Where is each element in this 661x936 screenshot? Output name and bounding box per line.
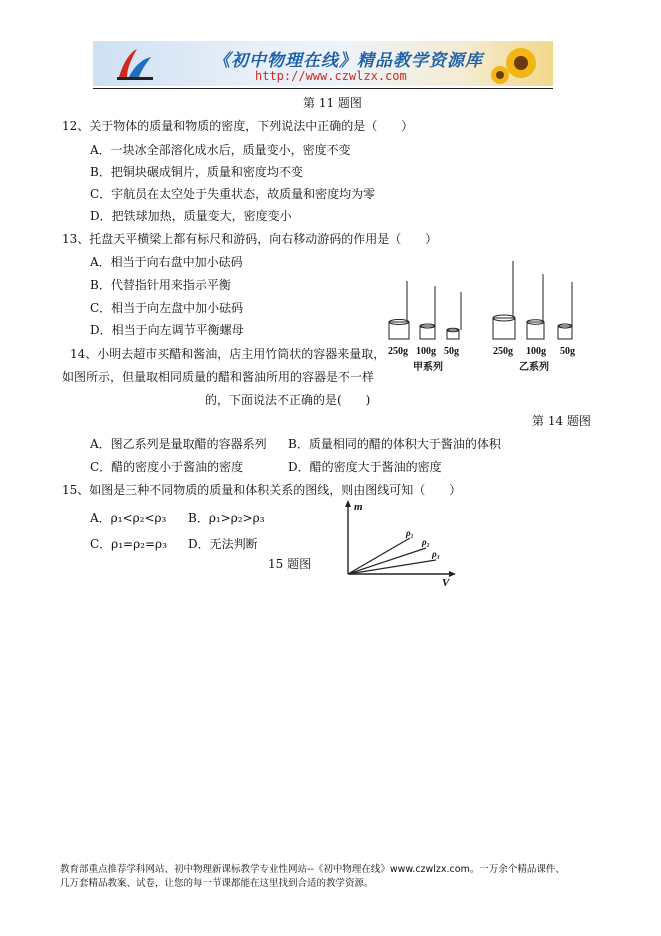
fig14-right-label-1: 100g: [526, 346, 546, 357]
banner-title: 《初中物理在线》精品教学资源库: [213, 51, 483, 71]
fig15-y-label: m: [354, 501, 363, 513]
q14-stem-line-3: 的，下面说法不正确的是( ): [205, 393, 371, 407]
footer-line-1: 教育部重点推荐学科网站、初中物理新课标教学专业性网站--《初中物理在线》www.czwlzx.com。一万余个精品课件、: [60, 864, 565, 875]
fig14-right-series: 乙系列: [519, 362, 549, 373]
q15-option-c: C．ρ₁=ρ₂=ρ₃: [90, 537, 167, 551]
fig14-caption: 第 14 题图: [532, 414, 591, 428]
sunflower-icon: [491, 45, 547, 85]
q15-stem: 15、如图是三种不同物质的质量和体积关系的图线，则由图线可知（ ）: [62, 483, 462, 497]
q12-option-c: C．宇航员在太空处于失重状态，故质量和密度均为零: [90, 187, 376, 201]
fig15-x-label: V: [442, 577, 450, 586]
q14-option-d: D．醋的密度大于酱油的密度: [288, 460, 442, 474]
q12-option-a: A．一块冰全部溶化成水后，质量变小，密度不变: [90, 143, 351, 157]
q12-option-d: D．把铁球加热，质量变大，密度变小: [90, 209, 292, 223]
q13-option-a: A．相当于向右盘中加小砝码: [90, 255, 243, 269]
q12-option-b: B．把铜块碾成铜片，质量和密度均不变: [90, 165, 303, 179]
q13-option-b: B．代替指针用来指示平衡: [90, 278, 231, 292]
fig14-right-label-2: 50g: [560, 346, 575, 357]
fig14-right-label-0: 250g: [493, 346, 513, 357]
fig14-left-label-0: 250g: [388, 346, 408, 357]
q14-stem-line-1: 14、小明去超市买醋和酱油，店主用竹筒状的容器来量取，: [70, 347, 386, 361]
q13-option-d: D．相当于向左调节平衡螺母: [90, 323, 244, 337]
q13-stem: 13、托盘天平横梁上都有标尺和游码，向右移动游码的作用是（ ）: [62, 232, 438, 246]
site-logo-icon: [115, 47, 155, 81]
q14-stem-line-2: 如图所示，但量取相同质量的醋和酱油所用的容器是不一样: [62, 370, 375, 384]
fig15-line-label-2: ρ₂: [422, 537, 430, 547]
q15-option-a: A．ρ₁<ρ₂<ρ₃: [90, 511, 167, 525]
q12-stem: 12、关于物体的质量和物质的密度，下列说法中正确的是（ ）: [62, 119, 414, 133]
fig15-line-label-3: ρ₃: [432, 549, 440, 559]
q14-option-c: C．醋的密度小于酱油的密度: [90, 460, 244, 474]
q14-option-a: A．图乙系列是量取醋的容器系列: [90, 437, 267, 451]
header-banner: [93, 41, 553, 86]
page-footer: [60, 863, 620, 891]
fig14-left-label-2: 50g: [444, 346, 459, 357]
fig14-left-label-1: 100g: [416, 346, 436, 357]
q15-option-d: D．无法判断: [188, 537, 258, 551]
q13-option-c: C．相当于向左盘中加小砝码: [90, 301, 244, 315]
fig11-caption: 第 11 题图: [303, 96, 362, 110]
fig15-mass-volume-graph: [340, 498, 460, 586]
fig15-caption: 15 题图: [268, 557, 312, 571]
fig14-measuring-cups: [380, 256, 590, 376]
footer-line-2: 几万套精品教案、试卷，让您的每一节课都能在这里找到合适的教学资源。: [60, 878, 374, 889]
q15-option-b: B．ρ₁>ρ₂>ρ₃: [188, 511, 265, 525]
banner-url[interactable]: http://www.czwlzx.com: [255, 69, 407, 83]
q14-option-b: B．质量相同的醋的体积大于酱油的体积: [288, 437, 501, 451]
fig14-left-series: 甲系列: [413, 362, 443, 373]
fig15-line-label-1: ρ₁: [406, 528, 414, 538]
header-rule: [93, 88, 553, 89]
